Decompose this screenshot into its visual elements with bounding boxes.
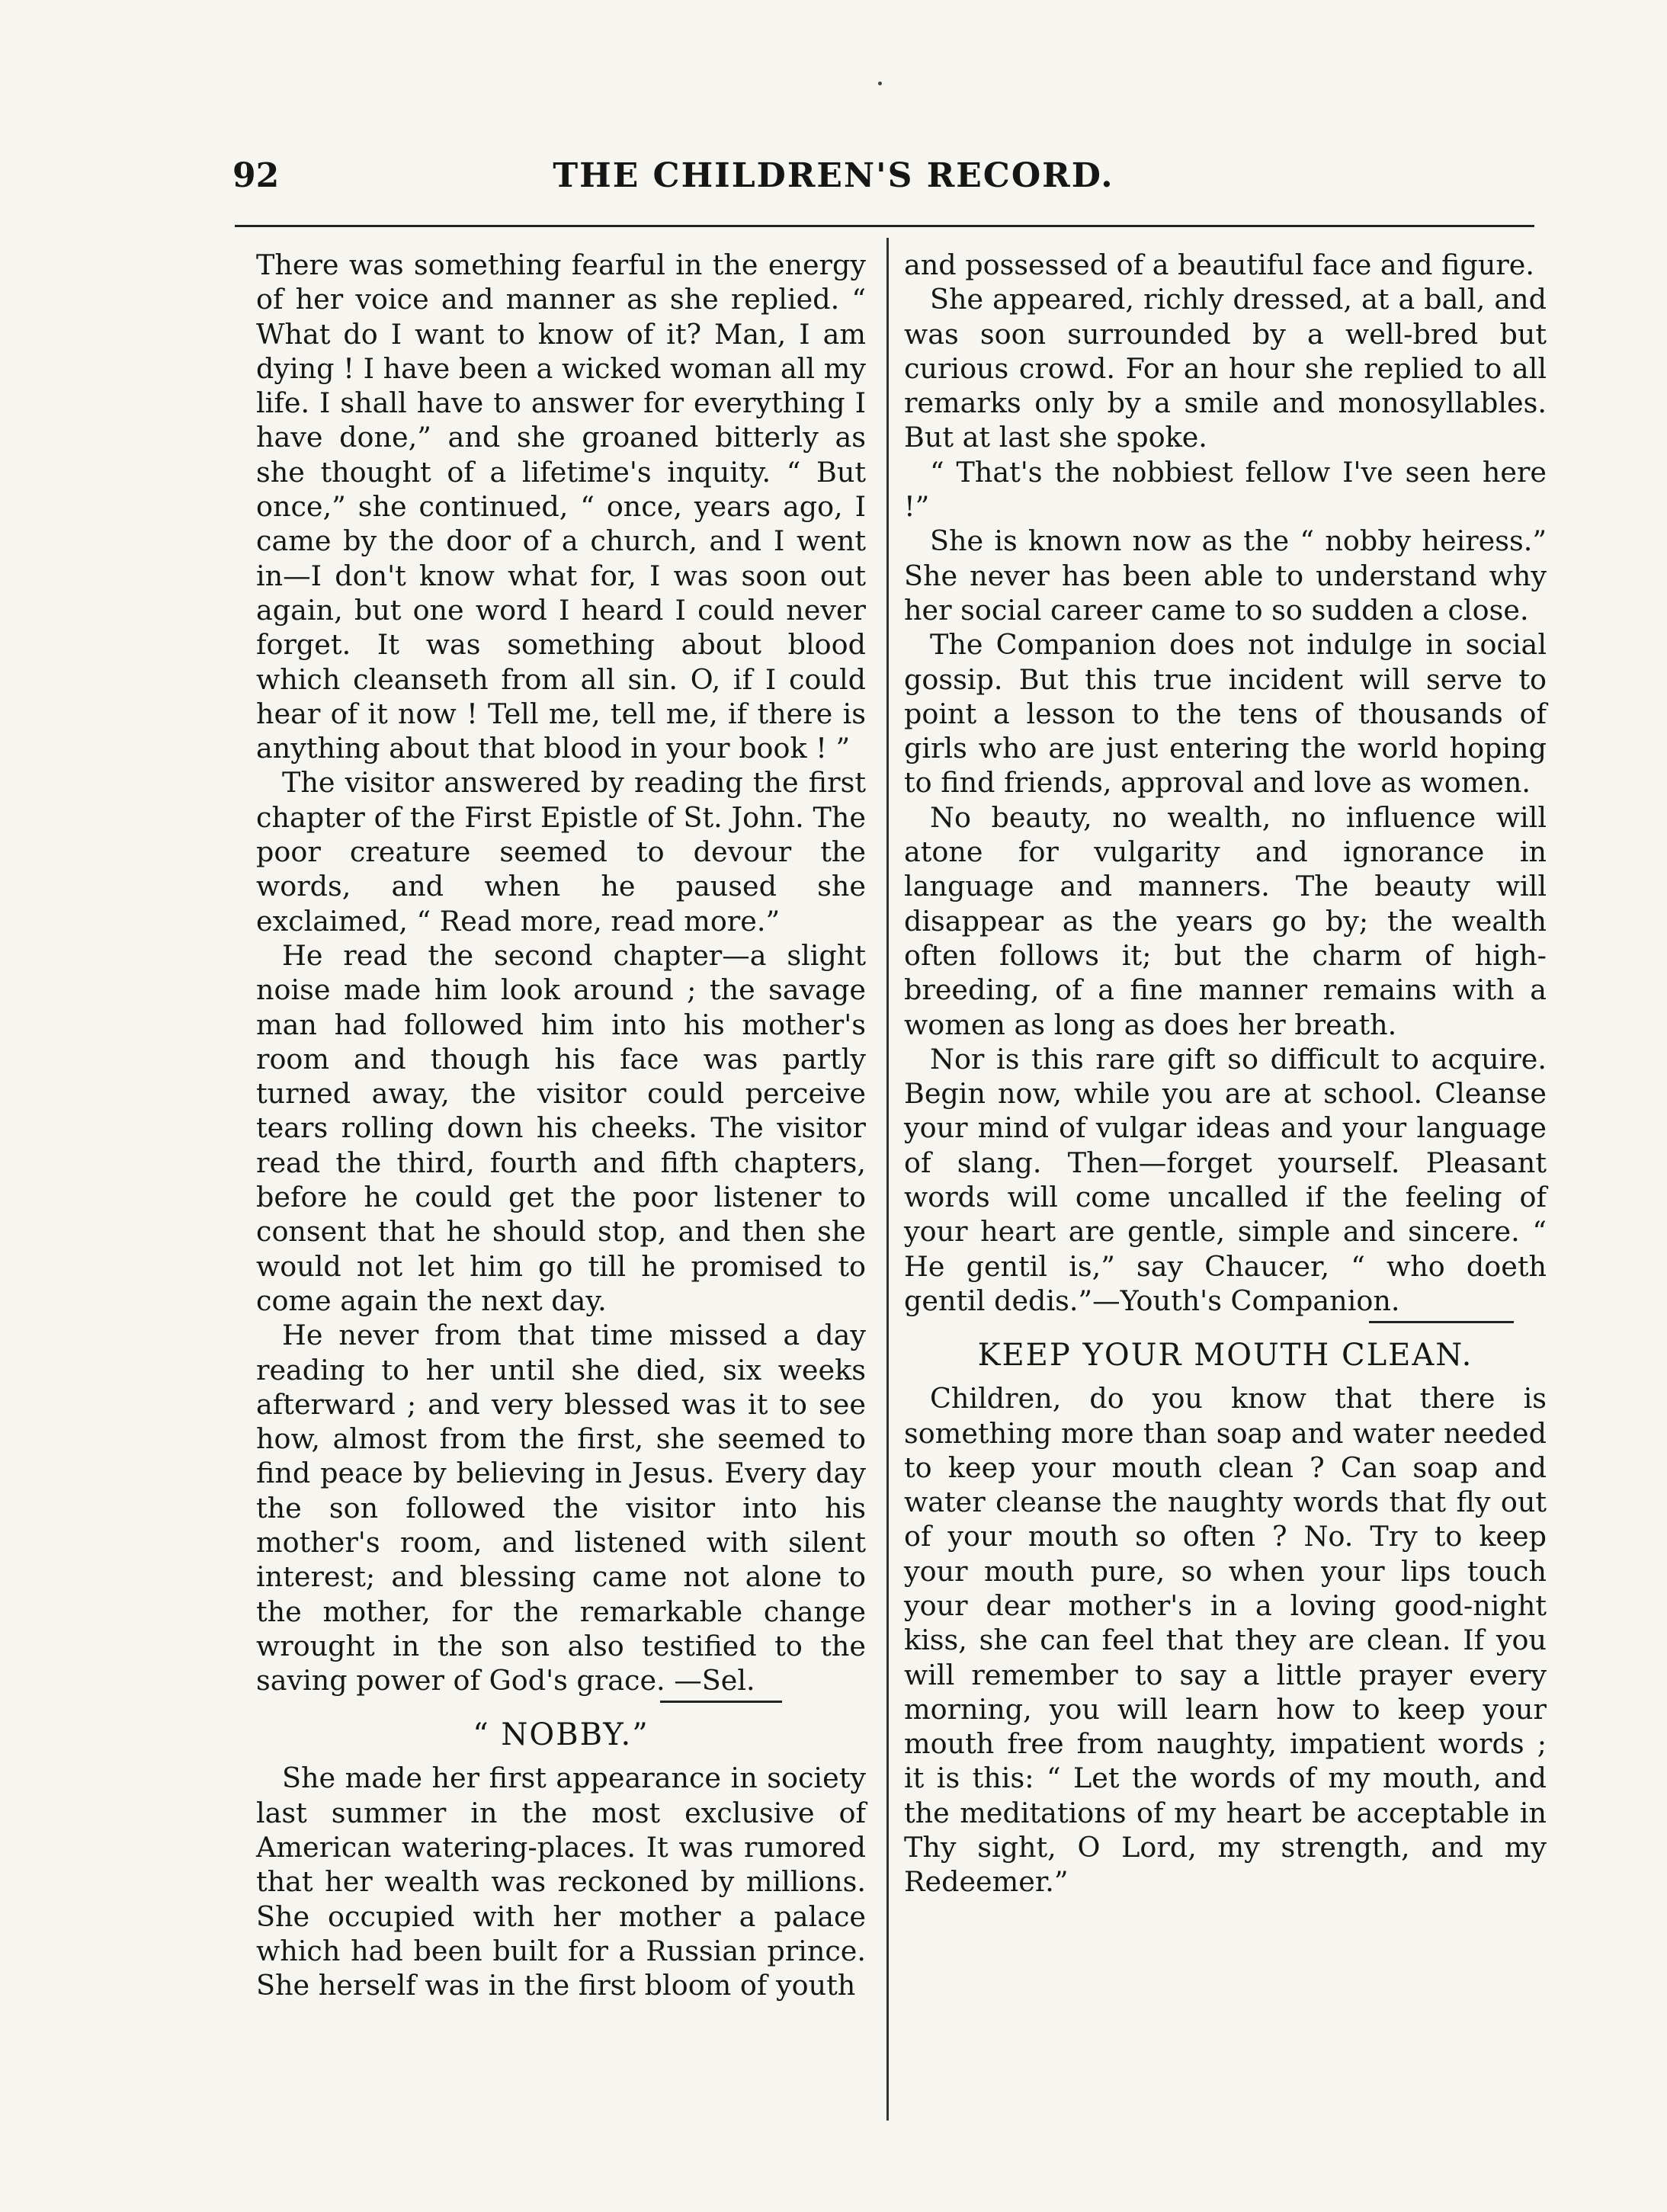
nobby-paragraph-1: She made her first appearance in society last summer in the most exclusive of American watering-places. It was rumored that her wealth was reckoned by millions. She occupied with her mother a palace which had been built for a Russian prince. She herself was in the first bloom of youth bbox=[256, 1762, 866, 2002]
page-number: 92 bbox=[232, 156, 280, 195]
print-speck bbox=[878, 82, 882, 85]
left-column bbox=[256, 248, 866, 2003]
header-rule bbox=[235, 225, 1534, 227]
story-paragraph-2: The visitor answered by reading the first chapter of the First Epistle of St. John. The poor creature seemed to devour the words, and when he paused she exclaimed, “ Read more, read more.” bbox=[256, 766, 866, 938]
mouth-heading: KEEP YOUR MOUTH CLEAN. bbox=[977, 1338, 1473, 1374]
right-column bbox=[904, 248, 1547, 1899]
nobby-paragraph-2: She appeared, richly dressed, at a ball, and was soon surrounded by a well-bred but curious crowd. For an hour she replied to all remarks only by a smile and monosyllables. But at last she spoke. bbox=[904, 283, 1547, 454]
nobby-end-rule bbox=[1369, 1321, 1514, 1323]
story-paragraph-1: There was something fearful in the energy of her voice and manner as she replied. “ What do I want to know of it? Man, I am dying ! I have been a wicked woman all my life. I shall have to answer for everything I have done,” and she groaned bitterly as she thought of a lifetime's inquity. “ But once,” she continued, “ once, years ago, I came by the door of a church, and I went in—I don't know what for, I was soon out again, but one word I heard I could never forget. It was something about blood which cleanseth from all sin. O, if I could hear of it now ! Tell me, tell me, if there is anything about that blood in your book ! ” bbox=[256, 248, 866, 765]
nobby-paragraph-3: She is known now as the “ nobby heiress.” She never has been able to understand why her social career came to so sudden a close. bbox=[904, 524, 1547, 627]
mouth-paragraph-1: Children, do you know that there is something more than soap and water needed to keep your mouth clean ? Can soap and water cleanse the naughty words that fly out of your mouth so often ? No. Try to keep your mouth pure, so when your lips touch your dear mother's in a loving good-night kiss, she can feel that they are clean. If you will remember to say a little prayer every morning, you will learn how to keep your mouth free from naughty, impatient words ; it is this: “ Let the words of my mouth, and the meditations of my heart be acceptable in Thy sight, O Lord, my strength, and my Redeemer.” bbox=[904, 1382, 1547, 1899]
nobby-paragraph-5: No beauty, no wealth, no influence will atone for vulgarity and ignorance in language and manners. The beauty will disappear as the years go by; the wealth often follows it; but the charm of high-breeding, of a fine manner remains with a women as long as does her breath. bbox=[904, 800, 1547, 1041]
nobby-paragraph-6: Nor is this rare gift so difficult to acquire. Begin now, while you are at school. Cleanse your mind of vulgar ideas and your language of slang. Then—forget yourself. Pleasant words will come uncalled if the feeling of your heart are gentle, simple and sincere. “ He gentil is,” say Chaucer, “ who doeth gentil dedis.”—Youth's Companion. bbox=[904, 1042, 1547, 1317]
story-paragraph-3: He read the second chapter—a slight noise made him look around ; the savage man had followed him into his mother's room and though his face was partly turned away, the visitor could perceive tears rolling down his cheeks. The visitor read the third, fourth and fifth chapters, before he could get the poor listener to consent that he should stop, and then she would not let him go till he promised to come again the next day. bbox=[256, 938, 866, 1317]
nobby-continued: and possessed of a beautiful face and figure. bbox=[904, 248, 1535, 281]
nobby-quote: “ That's the nobbiest fellow I've seen here !” bbox=[904, 455, 1547, 524]
story-paragraph-4: He never from that time missed a day reading to her until she died, six weeks afterward ; and very blessed was it to see how, almost from the first, she seemed to find peace by believing in Jesus. Every day the son followed the visitor into his mother's room, and listened with silent interest; and blessing came not alone to the mother, for the remarkable change wrought in the son also testified to the saving power of God's grace. —Sel. bbox=[256, 1319, 866, 1697]
nobby-heading: “ NOBBY.” bbox=[473, 1717, 649, 1753]
story-end-rule bbox=[660, 1701, 782, 1703]
nobby-paragraph-4: The Companion does not indulge in social gossip. But this true incident will serve to point a lesson to the tens of thousands of girls who are just entering the world hoping to find friends, approval and love as women. bbox=[904, 628, 1547, 800]
running-title: THE CHILDREN'S RECORD. bbox=[553, 156, 1114, 195]
page-header bbox=[0, 156, 1667, 202]
column-divider bbox=[886, 238, 889, 2121]
